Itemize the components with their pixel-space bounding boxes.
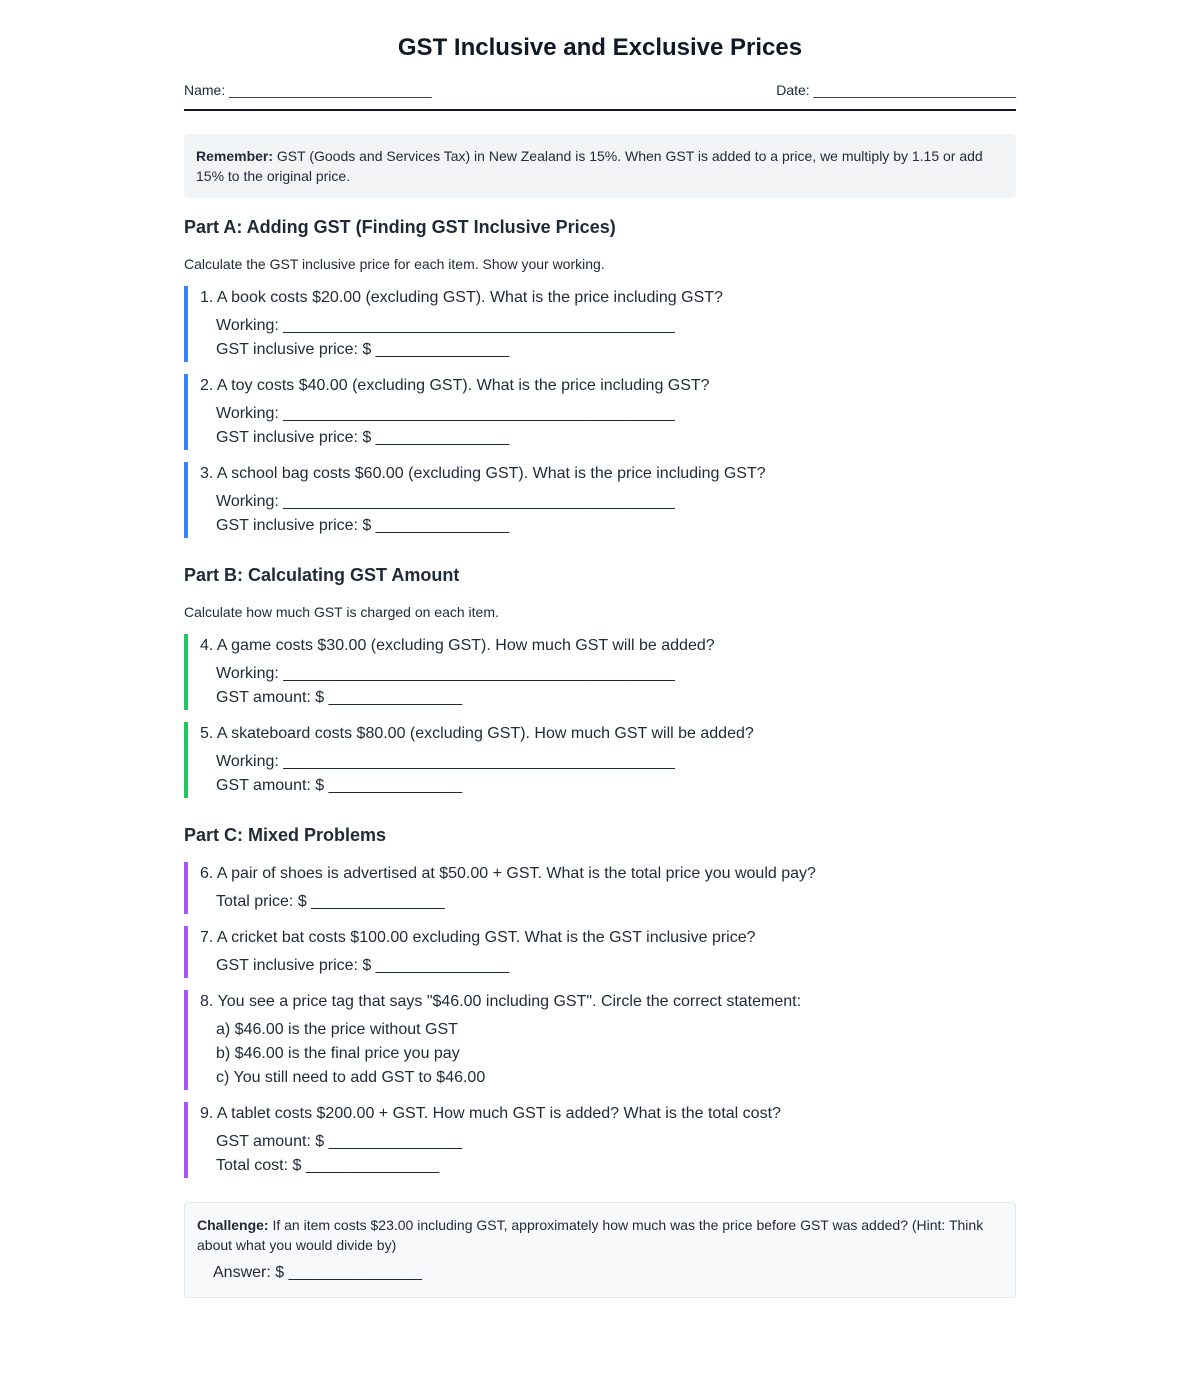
question-9-gst-answer[interactable]: GST amount: $ _______________ [216, 1133, 463, 1150]
challenge-prompt [197, 1215, 1003, 1255]
remember-label: Remember: [196, 148, 274, 164]
question-3 [184, 462, 1012, 538]
part-b-instruction: Calculate how much GST is charged on each item. [184, 604, 499, 620]
question-1-text: 1. A book costs $20.00 (excluding GST). What is the price including GST? [200, 289, 723, 306]
question-7 [184, 926, 1012, 978]
question-5 [184, 722, 1012, 798]
question-5-working[interactable]: Working: ____________________________________________ [216, 753, 675, 770]
question-9-total-answer[interactable]: Total cost: $ _______________ [216, 1157, 440, 1174]
question-4-working[interactable]: Working: ____________________________________________ [216, 665, 675, 682]
page-title: GST Inclusive and Exclusive Prices [397, 34, 803, 61]
remember-box [184, 134, 1016, 198]
question-3-text: 3. A school bag costs $60.00 (excluding GST). What is the price including GST? [200, 465, 766, 482]
part-c-title: Part C: Mixed Problems [184, 825, 387, 845]
question-8-option-b[interactable]: b) $46.00 is the final price you pay [216, 1045, 460, 1062]
question-4-text: 4. A game costs $30.00 (excluding GST). How much GST will be added? [200, 637, 715, 654]
remember-text: GST (Goods and Services Tax) in New Zealand is 15%. When GST is added to a price, we multiply by 1.15 or add 15% to the original price. [196, 148, 983, 184]
part-b-title: Part B: Calculating GST Amount [184, 565, 460, 585]
question-2 [184, 374, 1012, 450]
question-8-option-c[interactable]: c) You still need to add GST to $46.00 [216, 1069, 486, 1086]
date-field[interactable]: Date: __________________________ [776, 82, 1016, 98]
name-field[interactable]: Name: __________________________ [184, 82, 432, 98]
question-4-answer[interactable]: GST amount: $ _______________ [216, 689, 463, 706]
question-9 [184, 1102, 1012, 1178]
question-5-text: 5. A skateboard costs $80.00 (excluding GST). How much GST will be added? [200, 725, 754, 742]
question-7-answer[interactable]: GST inclusive price: $ _______________ [216, 957, 510, 974]
question-1 [184, 286, 1012, 362]
question-3-answer[interactable]: GST inclusive price: $ _______________ [216, 517, 510, 534]
header-fields [184, 80, 1016, 111]
challenge-label: Challenge: [197, 1217, 269, 1233]
question-6 [184, 862, 1012, 914]
question-2-working[interactable]: Working: ____________________________________________ [216, 405, 675, 422]
part-a-title: Part A: Adding GST (Finding GST Inclusive Prices) [184, 217, 616, 237]
question-4 [184, 634, 1012, 710]
question-8 [184, 990, 1012, 1090]
challenge-text: If an item costs $23.00 including GST, approximately how much was the price before GST was added? (Hint: Think about what you would divide by) [197, 1217, 984, 1253]
question-2-answer[interactable]: GST inclusive price: $ _______________ [216, 429, 510, 446]
question-3-working[interactable]: Working: ____________________________________________ [216, 493, 675, 510]
question-8-option-a[interactable]: a) $46.00 is the price without GST [216, 1021, 458, 1038]
challenge-answer[interactable]: Answer: $ _______________ [213, 1264, 423, 1281]
question-2-text: 2. A toy costs $40.00 (excluding GST). What is the price including GST? [200, 377, 710, 394]
question-5-answer[interactable]: GST amount: $ _______________ [216, 777, 463, 794]
challenge-box [184, 1202, 1016, 1298]
question-7-text: 7. A cricket bat costs $100.00 excluding GST. What is the GST inclusive price? [200, 929, 756, 946]
question-8-text: 8. You see a price tag that says "$46.00 including GST". Circle the correct statement: [200, 993, 802, 1010]
question-6-answer[interactable]: Total price: $ _______________ [216, 893, 445, 910]
part-a-instruction: Calculate the GST inclusive price for each item. Show your working. [184, 256, 605, 272]
question-6-text: 6. A pair of shoes is advertised at $50.00 + GST. What is the total price you would pay? [200, 865, 816, 882]
question-1-answer[interactable]: GST inclusive price: $ _______________ [216, 341, 510, 358]
question-1-working[interactable]: Working: ____________________________________________ [216, 317, 675, 334]
question-9-text: 9. A tablet costs $200.00 + GST. How much GST is added? What is the total cost? [200, 1105, 781, 1122]
